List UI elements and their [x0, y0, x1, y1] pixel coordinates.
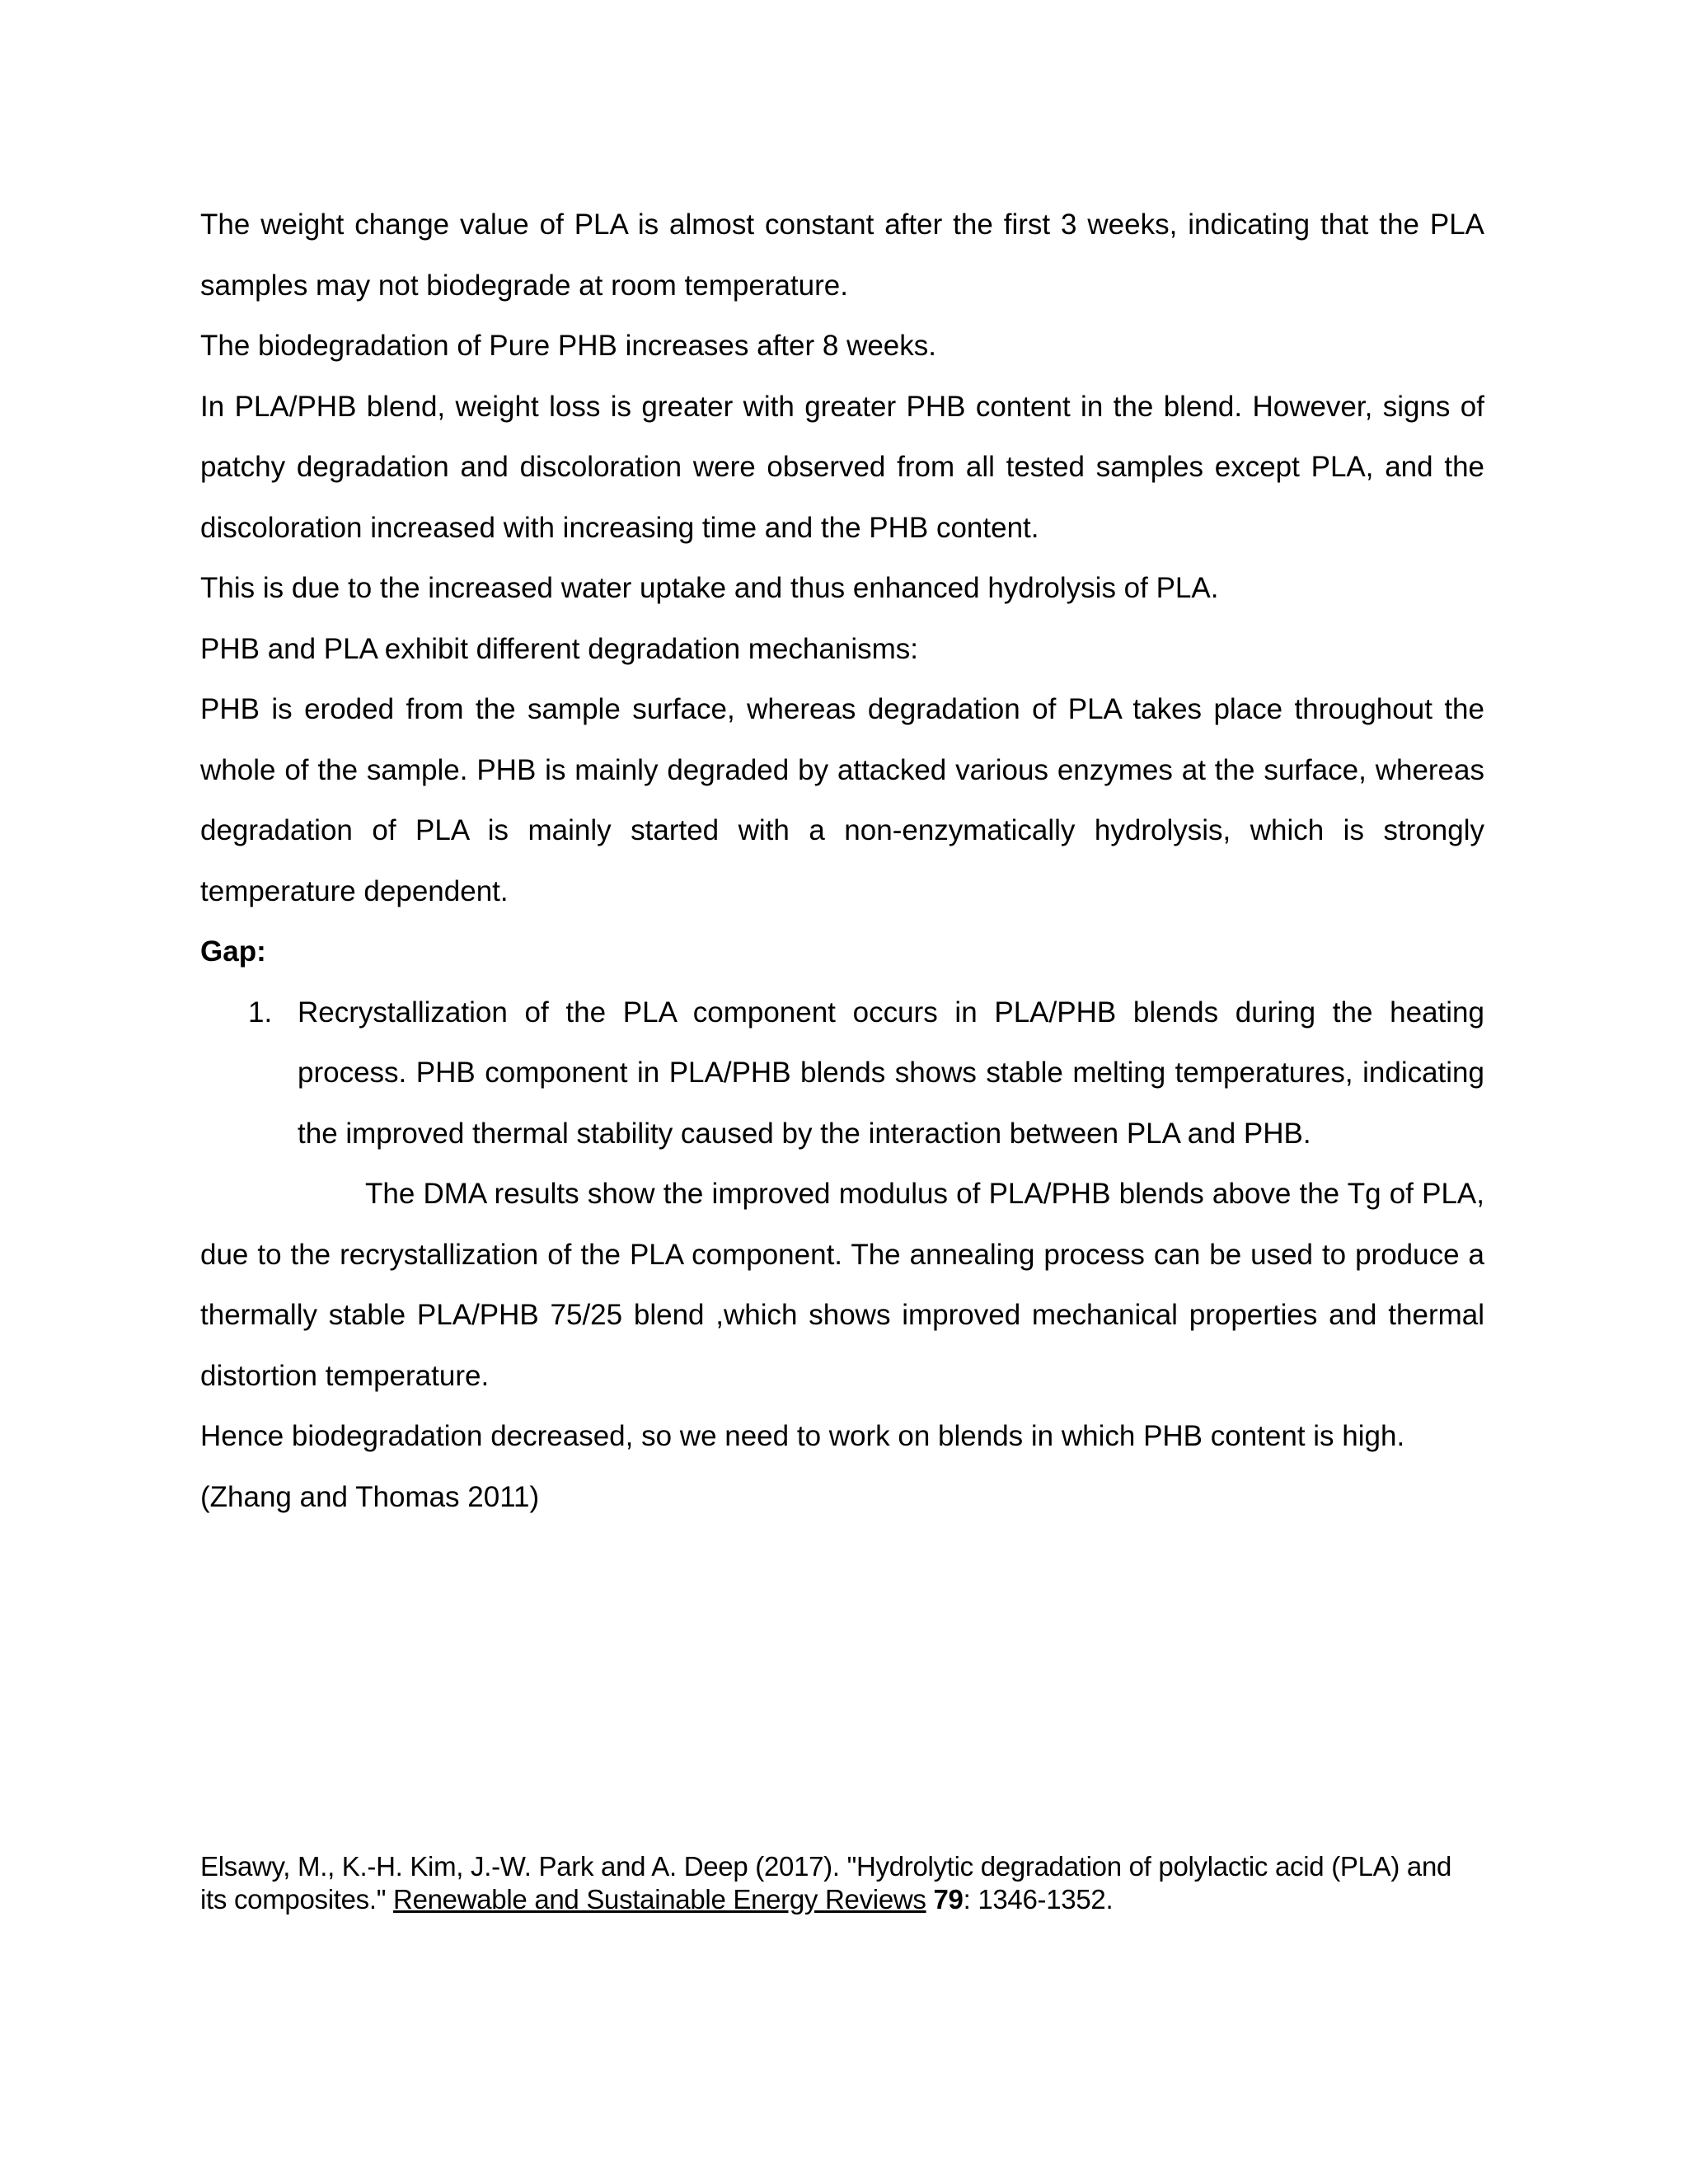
reference-entry [200, 1850, 1484, 1916]
document-body [200, 194, 1484, 1527]
paragraph-water-uptake: This is due to the increased water uptake and thus enhanced hydrolysis of PLA. [200, 572, 1219, 604]
paragraph-conclusion: Hence biodegradation decreased, so we need to work on blends in which PHB content is high. [200, 1420, 1405, 1452]
gap-list-item [200, 982, 1484, 1165]
reference-journal: Renewable and Sustainable Energy Reviews [393, 1884, 926, 1915]
paragraph-mechanisms-detail: PHB is eroded from the sample surface, whereas degradation of PLA takes place throughout the whole of the sample. PHB is mainly degraded by attacked various enzymes at the surface, whereas degradation of PLA is mainly started with a non-enzymatically hydrolysis, which is strongly temperature dependent. [200, 693, 1484, 907]
paragraph-blend-weight-loss: In PLA/PHB blend, weight loss is greater with greater PHB content in the blend. However, signs of patchy degradation and discoloration were observed from all tested samples except PLA, and the discoloration increased with increasing time and the PHB content. [200, 390, 1484, 544]
reference-pages: : 1346-1352. [963, 1884, 1114, 1915]
reference-authors-title: Elsawy, M., K.-H. Kim, J.-W. Park and A. Deep (2017). "Hydrolytic degradation of polylactic acid (PLA) and its composites." [200, 1851, 1452, 1915]
list-item-number: 1. [248, 996, 273, 1029]
paragraph-mechanisms-intro: PHB and PLA exhibit different degradation mechanisms: [200, 632, 918, 665]
paragraph-phb-biodegradation: The biodegradation of Pure PHB increases after 8 weeks. [200, 330, 936, 362]
list-item-text: Recrystallization of the PLA component occurs in PLA/PHB blends during the heating process. PHB component in PLA/PHB blends shows stable melting temperatures, indicating the improved thermal stability caused by the interaction between PLA and PHB. [298, 996, 1484, 1150]
reference-volume: 79 [933, 1884, 964, 1915]
gap-heading: Gap: [200, 935, 266, 968]
gap-list [200, 982, 1484, 1165]
citation: (Zhang and Thomas 2011) [200, 1480, 540, 1513]
paragraph-dma-results: The DMA results show the improved modulus of PLA/PHB blends above the Tg of PLA, due to the recrystallization of the PLA component. The annealing process can be used to produce a thermally stable PLA/PHB 75/25 blend ,which shows improved mechanical properties and thermal distortion temperature. [200, 1178, 1484, 1392]
paragraph-pla-weight-change: The weight change value of PLA is almost constant after the first 3 weeks, indicating that the PLA samples may not biodegrade at room temperature. [200, 209, 1484, 302]
